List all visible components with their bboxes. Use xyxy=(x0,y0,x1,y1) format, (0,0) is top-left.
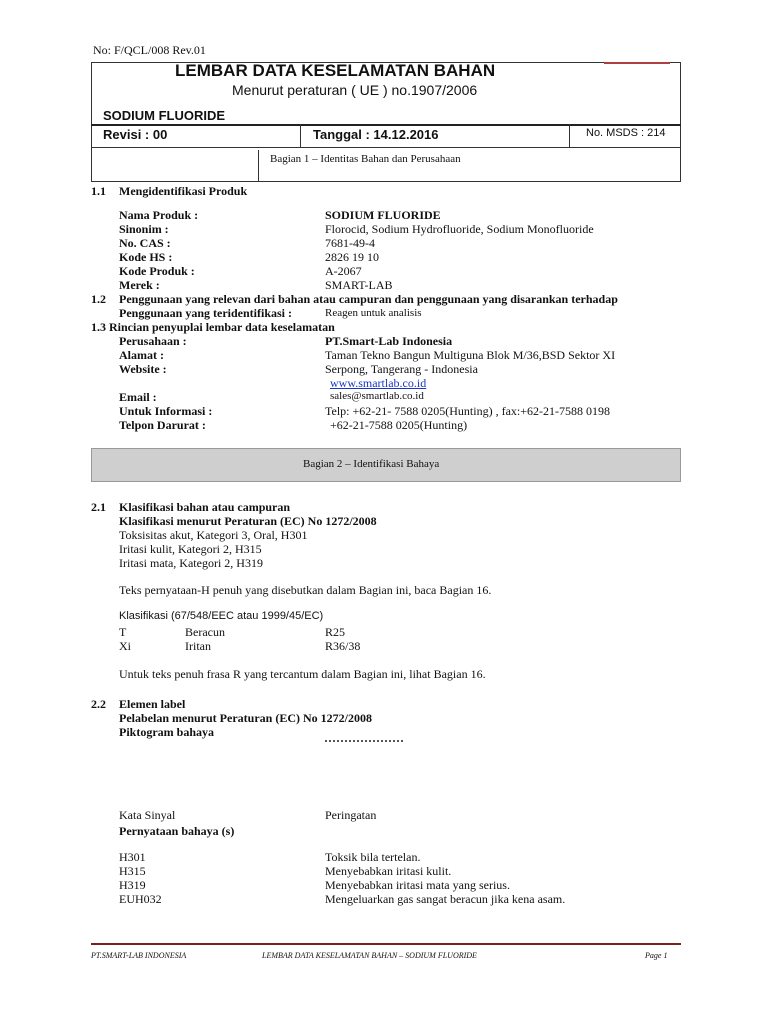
section-1-2-number: 1.2 xyxy=(91,292,106,306)
section-2-1-number: 2.1 xyxy=(91,500,106,514)
risk-code: T xyxy=(119,625,127,639)
divider xyxy=(569,124,570,148)
risk-phrase: R25 xyxy=(325,625,346,639)
field-value: A-2067 xyxy=(325,264,362,278)
section-1-1-heading: Mengidentifikasi Produk xyxy=(119,184,248,198)
classification-line: Toksisitas akut, Kategori 3, Oral, H301 xyxy=(119,528,308,542)
red-mark xyxy=(604,62,670,64)
field-label: Untuk Informasi : xyxy=(119,404,213,418)
section-1-2-heading: Penggunaan yang relevan dari bahan atau campuran dan penggunaan yang disarankan terhadap xyxy=(119,292,618,306)
section-1-1-number: 1.1 xyxy=(91,184,106,198)
footer-company: PT.SMART-LAB INDONESIA xyxy=(91,951,187,960)
field-label: Email : xyxy=(119,390,157,404)
document-title: LEMBAR DATA KESELAMATAN BAHAN xyxy=(175,61,496,80)
document-subtitle: Menurut peraturan ( UE ) no.1907/2006 xyxy=(232,82,478,98)
risk-name: Beracun xyxy=(185,625,225,639)
hazard-code: H315 xyxy=(119,864,146,878)
company-name: PT.Smart-Lab Indonesia xyxy=(325,334,453,348)
section-1-title: Bagian 1 – Identitas Bahan dan Perusahaan xyxy=(270,153,461,165)
field-label: Kode HS : xyxy=(119,250,173,264)
divider xyxy=(300,124,301,148)
field-label: Perusahaan : xyxy=(119,334,187,348)
note: Teks pernyataan-H penuh yang disebutkan dalam Bagian ini, baca Bagian 16. xyxy=(119,583,492,597)
divider xyxy=(258,150,259,182)
field-value: SMART-LAB xyxy=(325,278,393,292)
field-value: 2826 19 10 xyxy=(325,250,379,264)
section-2-2-heading: Elemen label xyxy=(119,697,186,711)
signal-word-label: Kata Sinyal xyxy=(119,808,176,822)
section-2-2-number: 2.2 xyxy=(91,697,106,711)
field-value: SODIUM FLUORIDE xyxy=(325,208,441,222)
document-number: No: F/QCL/008 Rev.01 xyxy=(93,43,206,57)
field-label: Nama Produk : xyxy=(119,208,199,222)
hazard-text: Toksik bila tertelan. xyxy=(325,850,421,864)
field-value: Reagen untuk analisis xyxy=(325,307,422,319)
note: Untuk teks penuh frasa R yang tercantum dalam Bagian ini, lihat Bagian 16. xyxy=(119,667,486,681)
city: Serpong, Tangerang - Indonesia xyxy=(325,362,478,376)
email: sales@smartlab.co.id xyxy=(330,390,424,402)
hazard-code: H319 xyxy=(119,878,146,892)
footer-rule xyxy=(91,943,681,945)
pictogram-heading: Piktogram bahaya xyxy=(119,725,215,739)
address: Taman Tekno Bangun Multiguna Blok M/36,BSD Sektor XI xyxy=(325,348,616,362)
classification-line: Iritasi mata, Kategori 2, H319 xyxy=(119,556,263,570)
field-label: Website : xyxy=(119,362,167,376)
field-label: Penggunaan yang teridentifikasi : xyxy=(119,306,293,320)
field-value: Florocid, Sodium Hydrofluoride, Sodium Monofluoride xyxy=(325,222,594,236)
pictogram-placeholder xyxy=(325,740,403,743)
section-2-1-heading: Klasifikasi bahan atau campuran xyxy=(119,500,291,514)
revision: Revisi : 00 xyxy=(103,127,168,142)
risk-phrase: R36/38 xyxy=(325,639,361,653)
field-label: Alamat : xyxy=(119,348,164,362)
hazard-code: EUH032 xyxy=(119,892,162,906)
field-label: No. CAS : xyxy=(119,236,171,250)
labelling-subheading: Pelabelan menurut Peraturan (EC) No 1272/2008 xyxy=(119,711,372,725)
field-value: 7681-49-4 xyxy=(325,236,375,250)
date: Tanggal : 14.12.2016 xyxy=(313,127,439,142)
hazard-statements-heading: Pernyataan bahaya (s) xyxy=(119,824,235,838)
hazard-text: Mengeluarkan gas sangat beracun jika kena asam. xyxy=(325,892,566,906)
footer-page: Page 1 xyxy=(645,951,668,960)
section-2-title: Bagian 2 – Identifikasi Bahaya xyxy=(303,458,440,470)
field-label: Merek : xyxy=(119,278,160,292)
website-link[interactable]: www.smartlab.co.id xyxy=(330,376,427,390)
section-1-3-heading: 1.3 Rincian penyuplai lembar data keselamatan xyxy=(91,320,335,334)
field-label: Kode Produk : xyxy=(119,264,195,278)
phone-info: Telp: +62-21- 7588 0205(Hunting) , fax:+62-21-7588 0198 xyxy=(325,404,610,418)
msds-number: No. MSDS : 214 xyxy=(586,127,666,139)
hazard-text: Menyebabkan iritasi mata yang serius. xyxy=(325,878,510,892)
risk-code: Xi xyxy=(119,639,131,653)
classification-subheading: Klasifikasi menurut Peraturan (EC) No 1272/2008 xyxy=(119,514,377,528)
emergency-phone: +62-21-7588 0205(Hunting) xyxy=(330,418,468,432)
footer-title: LEMBAR DATA KESELAMATAN BAHAN – SODIUM FLUORIDE xyxy=(262,951,477,960)
signal-word: Peringatan xyxy=(325,808,377,822)
hazard-text: Menyebabkan iritasi kulit. xyxy=(325,864,452,878)
field-label: Sinonim : xyxy=(119,222,169,236)
product-name: SODIUM FLUORIDE xyxy=(103,108,226,123)
classification-67-548: Klasifikasi (67/548/EEC atau 1999/45/EC) xyxy=(119,610,324,622)
classification-line: Iritasi kulit, Kategori 2, H315 xyxy=(119,542,262,556)
field-label: Telpon Darurat : xyxy=(119,418,206,432)
hazard-code: H301 xyxy=(119,850,146,864)
risk-name: Iritan xyxy=(185,639,211,653)
